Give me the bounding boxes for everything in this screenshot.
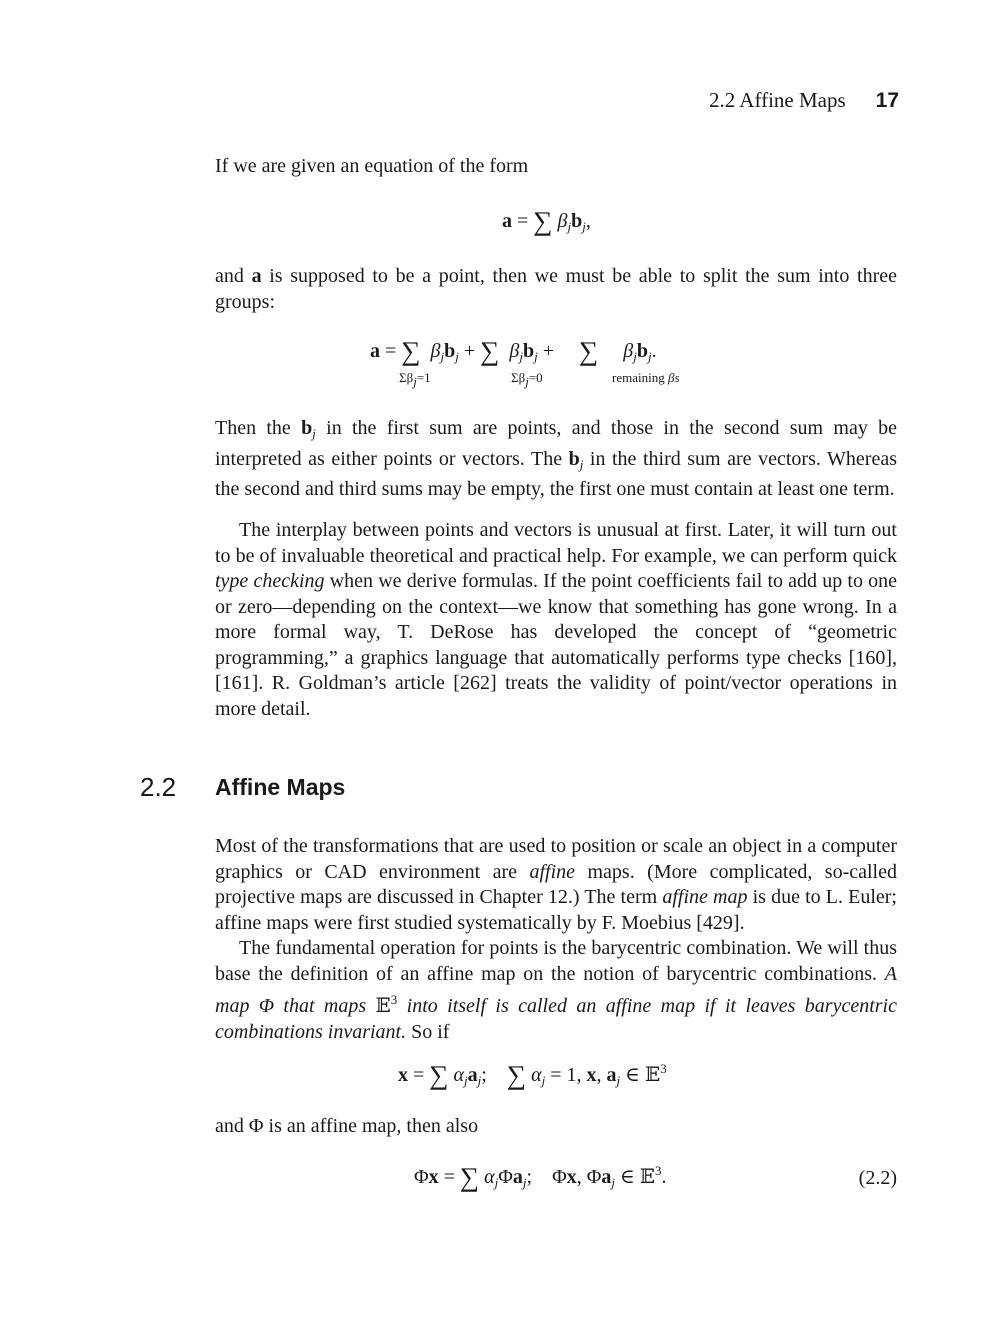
paragraph-4: The interplay between points and vectors is unusual at first. Later, it will turn out to be of invaluable theoretical and practical help. For example, we can perform quick type checking when we derive formulas. If the point coefficients fail to add up to one or zero—depending on the context—we know that something has gone wrong. In a more formal way, T. DeRose has developed the concept of “geometric programming,” a graphics language that automatically performs type checks [160], [161]. R. Goldman’s article [262] treats the validity of point/vector operations in more detail. — [215, 519, 898, 720]
section-title: Affine Maps — [215, 774, 346, 800]
running-title: 2.2 Affine Maps — [708, 88, 846, 112]
sum-limit-3: remaining βs — [612, 370, 680, 385]
sum-limit-1: Σβj=1 — [399, 370, 431, 389]
paragraph-3: Then the $b_j$ in the first sum are points, and those in the second sum may be interpreted as either points or vectors. The $b_j$ in the third sum are vectors. Whereas the second and third sums may be empty, the first one must contain at least one term. — [215, 417, 897, 500]
paragraph-2: and a is supposed to be a point, then we must be able to split the sum into three groups: — [215, 265, 897, 313]
equation-3: x = ∑ $\alpha_ja_j$; ∑ $\alpha_j = 1$, x, $a_j$ ∈ 𝔼$^3$ — [398, 1060, 667, 1090]
equation-4: Φx = ∑ $\alpha_j\Phi a_j$; Φx, $\Phi a_j$ ∈ 𝔼$^3$. — [414, 1162, 667, 1192]
paragraph-1: If we are given an equation of the form — [215, 155, 529, 177]
page-number: 17 — [875, 89, 899, 112]
section-number: 2.2 — [140, 772, 177, 802]
equation-2: a = ∑ $\beta_jb_j$ + ∑ $\beta_jb_j$ + ∑ $\beta_jb_j$. — [370, 336, 657, 366]
equation-number: (2.2) — [858, 1167, 897, 1189]
paragraph-6: The fundamental operation for points is the barycentric combination. We will thus base the definition of an affine map on the notion of barycentric combinations. A map Φ that maps 𝔼$^3$ into itself is called an affine map if it leaves barycentric combinations invariant. So if — [215, 937, 897, 1043]
equation-1: a = ∑ $\beta_jb_j$, — [502, 206, 591, 236]
paragraph-7: and Φ is an affine map, then also — [215, 1115, 479, 1137]
running-header — [709, 88, 899, 113]
sum-limit-2: Σβj=0 — [511, 370, 543, 389]
paragraph-5: Most of the transformations that are used to position or scale an object in a computer graphics or CAD environment are affine maps. (More complicated, so-called projective maps are discussed in Chapter 12.) The term affine map is due to L. Euler; affine maps were first studied systematically by F. Moebius [429]. — [215, 835, 897, 934]
